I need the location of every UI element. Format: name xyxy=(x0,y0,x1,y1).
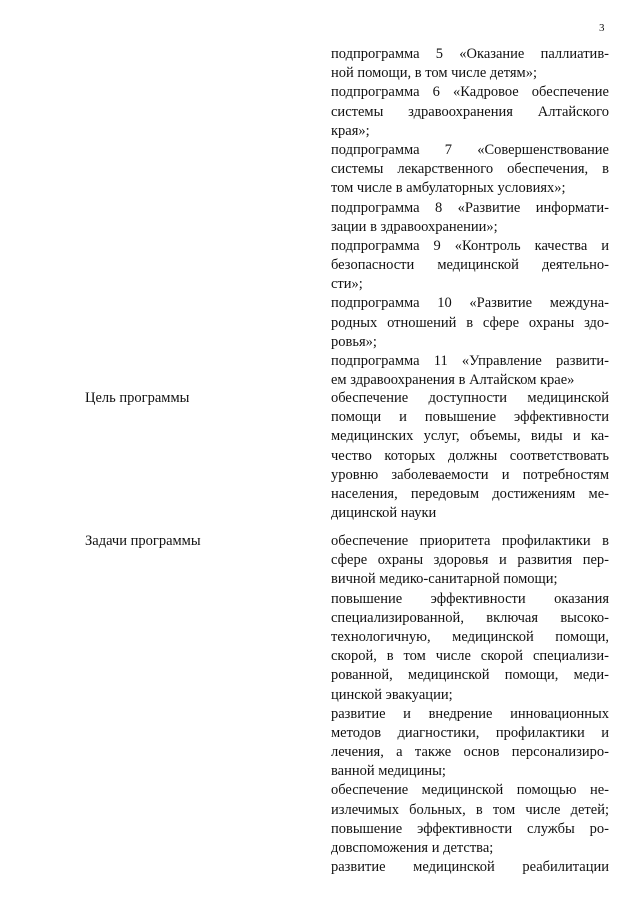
text-line: подпрограмма 6 «Кадровое обеспечение xyxy=(331,84,609,101)
goal-text xyxy=(331,389,609,523)
text-line: подпрограмма 11 «Управление развити- xyxy=(331,353,609,369)
text-line: обеспечение приоритета профилактики в xyxy=(331,533,609,549)
text-line: помощи и повышение эффективности xyxy=(331,409,609,426)
text-line: ровья»; xyxy=(331,333,377,350)
text-line: ванной медицины; xyxy=(331,763,446,780)
text-line: развитие медицинской реабилитации xyxy=(331,859,609,876)
text-line: сти»; xyxy=(331,276,363,293)
text-line: лечения, а также основ персонализиро- xyxy=(331,744,609,761)
tasks-text xyxy=(331,532,609,877)
text-line: обеспечение доступности медицинской xyxy=(331,390,609,406)
text-line: подпрограмма 9 «Контроль качества и xyxy=(331,237,609,254)
text-line: подпрограмма 5 «Оказание паллиатив- xyxy=(331,46,609,62)
text-line: развитие и внедрение инновационных xyxy=(331,705,609,722)
text-line: том числе в амбулаторных условиях»; xyxy=(331,180,566,197)
text-line: дицинской науки xyxy=(331,505,437,522)
text-line: технологичную, медицинской помощи, xyxy=(331,628,609,645)
text-line: цинской эвакуации; xyxy=(331,686,453,703)
text-line: подпрограмма 8 «Развитие информати- xyxy=(331,199,609,216)
subprograms-continued-list xyxy=(331,45,609,390)
tasks-label: Задачи программы xyxy=(85,533,201,549)
text-line: чество которых должны соответствовать xyxy=(331,447,609,464)
page-number: 3 xyxy=(599,22,605,34)
text-line: края»; xyxy=(331,122,370,139)
text-line: методов диагностики, профилактики и xyxy=(331,724,609,741)
goal-label: Цель программы xyxy=(85,390,190,406)
text-line: системы лекарственного обеспечения, в xyxy=(331,161,609,178)
text-line: обеспечение медицинской помощью не- xyxy=(331,782,609,799)
text-line: родных отношений в сфере охраны здо- xyxy=(331,314,609,331)
text-line: ем здравоохранения в Алтайском крае» xyxy=(331,372,575,389)
text-line: специализированной, включая высоко- xyxy=(331,609,609,626)
text-line: безопасности медицинской деятельно- xyxy=(331,257,609,274)
text-line: сфере охраны здоровья и развития пер- xyxy=(331,552,609,569)
text-line: уровню заболеваемости и потребностям xyxy=(331,466,609,483)
text-line: населения, передовым достижениям ме- xyxy=(331,485,609,502)
text-line: рованной, медицинской помощи, меди- xyxy=(331,667,609,684)
text-line: довспоможения и детства; xyxy=(331,840,494,856)
text-line: подпрограмма 10 «Развитие междуна- xyxy=(331,295,609,312)
text-line: повышение эффективности службы ро- xyxy=(331,820,609,837)
text-line: излечимых больных, в том числе детей; xyxy=(331,801,609,818)
text-line: вичной медико-санитарной помощи; xyxy=(331,571,558,588)
text-line: медицинских услуг, объемы, виды и ка- xyxy=(331,428,609,445)
text-line: скорой, в том числе скорой специализи- xyxy=(331,648,609,665)
text-line: ной помощи, в том числе детям»; xyxy=(331,65,537,82)
text-line: зации в здравоохранении»; xyxy=(331,218,498,235)
text-line: повышение эффективности оказания xyxy=(331,590,609,607)
text-line: системы здравоохранения Алтайского xyxy=(331,103,609,120)
text-line: подпрограмма 7 «Совершенствование xyxy=(331,141,609,158)
